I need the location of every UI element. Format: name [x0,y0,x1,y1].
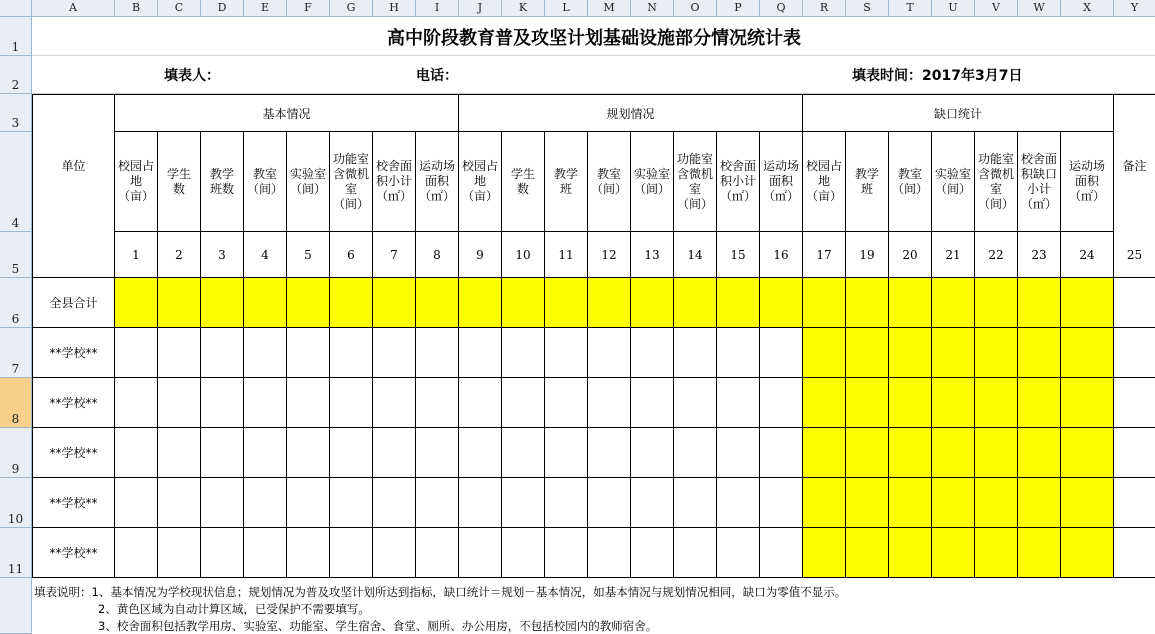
col-number: 13 [631,232,674,278]
basic-col-4: 教室（间） [244,132,287,232]
total-cell[interactable] [1061,278,1114,328]
school-label: **学校** [32,328,115,378]
instruction-note-2: 2、黄色区域为自动计算区域，已受保护不需要填写。 [98,602,370,616]
data-cell[interactable] [330,428,373,478]
unit-header: 单位 [32,94,115,278]
data-cell[interactable] [545,478,588,528]
column-header-K[interactable]: K [502,0,545,17]
total-cell[interactable] [760,278,803,328]
data-cell[interactable] [373,478,416,528]
group-gap: 缺口统计 [803,94,1114,132]
data-cell[interactable] [846,428,889,478]
col-number: 8 [416,232,459,278]
data-cell[interactable] [588,478,631,528]
column-header-B[interactable]: B [115,0,158,17]
column-header-R[interactable]: R [803,0,846,17]
column-header-I[interactable]: I [416,0,459,17]
data-cell[interactable] [459,428,502,478]
column-header-O[interactable]: O [674,0,717,17]
column-header-P[interactable]: P [717,0,760,17]
data-cell[interactable] [975,528,1018,578]
data-cell[interactable] [1018,328,1061,378]
column-header-H[interactable]: H [373,0,416,17]
basic-col-6: 功能室含微机室（间） [330,132,373,232]
col-number: 20 [889,232,932,278]
fill-time: 填表时间：2017年3月7日 [852,68,1023,84]
column-header-S[interactable]: S [846,0,889,17]
data-cell[interactable] [1061,428,1114,478]
column-header-L[interactable]: L [545,0,588,17]
group-basic: 基本情况 [115,94,459,132]
row-header-6[interactable]: 6 [0,278,32,328]
total-cell[interactable] [803,278,846,328]
data-cell[interactable] [158,378,201,428]
col-number: 15 [717,232,760,278]
data-cell[interactable] [416,528,459,578]
column-header-T[interactable]: T [889,0,932,17]
column-header-X[interactable]: X [1061,0,1114,17]
instruction-note-1: 填表说明：1、基本情况为学校现状信息；规划情况为普及攻坚计划所达到指标，缺口统计＝规划－基本情况，如基本情况与规划情况相同，缺口为零值不显示。 [34,585,847,599]
data-cell[interactable] [932,328,975,378]
data-cell[interactable] [674,528,717,578]
data-cell[interactable] [1018,528,1061,578]
data-cell[interactable] [932,528,975,578]
col-number: 5 [287,232,330,278]
column-header-U[interactable]: U [932,0,975,17]
col-number: 21 [932,232,975,278]
col-number: 7 [373,232,416,278]
data-cell[interactable] [631,528,674,578]
total-cell[interactable] [502,278,545,328]
data-cell[interactable] [803,528,846,578]
group-plan: 规划情况 [459,94,803,132]
data-cell[interactable] [717,378,760,428]
data-cell[interactable] [158,528,201,578]
col-number-remarks: 25 [1114,232,1155,278]
data-cell[interactable] [244,478,287,528]
data-cell[interactable] [244,528,287,578]
row-header-3[interactable]: 3 [0,94,32,132]
data-cell[interactable] [889,428,932,478]
data-cell[interactable] [373,378,416,428]
total-cell[interactable] [846,278,889,328]
data-cell[interactable] [201,328,244,378]
plan-col-7: 校舍面积小计（㎡） [717,132,760,232]
data-cell[interactable] [502,528,545,578]
data-cell[interactable] [674,428,717,478]
gap-col-3: 教室（间） [889,132,932,232]
plan-col-4: 教室（间） [588,132,631,232]
data-cell[interactable] [115,528,158,578]
plan-col-6: 功能室含微机室（间） [674,132,717,232]
column-header-J[interactable]: J [459,0,502,17]
column-header-W[interactable]: W [1018,0,1061,17]
column-header-V[interactable]: V [975,0,1018,17]
col-number: 22 [975,232,1018,278]
column-header-E[interactable]: E [244,0,287,17]
data-cell[interactable] [588,328,631,378]
data-cell[interactable] [631,328,674,378]
gap-col-6: 校舍面积缺口小计（㎡） [1018,132,1061,232]
data-cell[interactable] [201,378,244,428]
filler-label: 填表人： [164,68,220,84]
basic-col-1: 校园占地（亩） [115,132,158,232]
column-header-A[interactable]: A [32,0,115,17]
data-cell[interactable] [287,378,330,428]
total-cell[interactable] [115,278,158,328]
column-header-D[interactable]: D [201,0,244,17]
data-cell[interactable] [846,378,889,428]
row-header-10[interactable]: 10 [0,478,32,528]
select-all-corner[interactable] [0,0,32,17]
data-cell[interactable] [115,428,158,478]
data-cell[interactable] [1018,478,1061,528]
spreadsheet-grid [32,17,1155,634]
column-header-M[interactable]: M [588,0,631,17]
total-cell[interactable] [588,278,631,328]
data-cell[interactable] [459,528,502,578]
data-cell[interactable] [459,478,502,528]
col-number: 10 [502,232,545,278]
basic-col-5: 实验室（间） [287,132,330,232]
data-cell[interactable] [287,328,330,378]
gap-col-4: 实验室（间） [932,132,975,232]
school-label: **学校** [32,378,115,428]
column-header-F[interactable]: F [287,0,330,17]
data-cell[interactable] [545,428,588,478]
plan-col-2: 学生数 [502,132,545,232]
data-cell[interactable] [588,528,631,578]
total-cell[interactable] [932,278,975,328]
data-cell[interactable] [803,478,846,528]
total-remarks-cell[interactable] [1114,278,1155,328]
data-cell[interactable] [287,528,330,578]
data-cell[interactable] [932,428,975,478]
data-cell[interactable] [760,478,803,528]
data-cell[interactable] [803,428,846,478]
col-number: 12 [588,232,631,278]
data-cell[interactable] [201,428,244,478]
gap-col-2: 教学班 [846,132,889,232]
data-cell[interactable] [115,328,158,378]
row-header-12[interactable] [0,578,32,634]
data-cell[interactable] [373,428,416,478]
total-cell[interactable] [1018,278,1061,328]
data-cell[interactable] [975,478,1018,528]
data-cell[interactable] [416,478,459,528]
total-cell[interactable] [201,278,244,328]
col-number: 19 [846,232,889,278]
row-header-9[interactable]: 9 [0,428,32,478]
data-cell[interactable] [846,328,889,378]
remarks-cell[interactable] [1114,378,1155,428]
total-cell[interactable] [975,278,1018,328]
data-cell[interactable] [373,328,416,378]
data-cell[interactable] [588,378,631,428]
data-cell[interactable] [1061,478,1114,528]
row-header-4[interactable]: 4 [0,132,32,232]
data-cell[interactable] [416,328,459,378]
phone-label: 电话： [416,68,458,84]
column-header-N[interactable]: N [631,0,674,17]
data-cell[interactable] [803,378,846,428]
plan-col-3: 教学班 [545,132,588,232]
data-cell[interactable] [545,528,588,578]
basic-col-2: 学生数 [158,132,201,232]
data-cell[interactable] [1018,428,1061,478]
col-number: 17 [803,232,846,278]
row-header-8[interactable]: 8 [0,378,32,428]
data-cell[interactable] [717,478,760,528]
column-header-Y[interactable]: Y [1114,0,1155,17]
data-cell[interactable] [545,378,588,428]
col-number: 16 [760,232,803,278]
row-header-5[interactable]: 5 [0,232,32,278]
col-number: 11 [545,232,588,278]
plan-col-5: 实验室（间） [631,132,674,232]
basic-col-3: 教学班数 [201,132,244,232]
data-cell[interactable] [889,328,932,378]
data-cell[interactable] [1061,528,1114,578]
col-number: 2 [158,232,201,278]
gap-col-1: 校园占地（亩） [803,132,846,232]
total-cell[interactable] [631,278,674,328]
data-cell[interactable] [717,328,760,378]
data-cell[interactable] [717,428,760,478]
data-cell[interactable] [244,428,287,478]
col-number: 14 [674,232,717,278]
remarks-cell[interactable] [1114,528,1155,578]
plan-col-1: 校园占地（亩） [459,132,502,232]
total-cell[interactable] [889,278,932,328]
data-cell[interactable] [932,478,975,528]
total-cell[interactable] [330,278,373,328]
data-cell[interactable] [717,528,760,578]
data-cell[interactable] [760,428,803,478]
data-cell[interactable] [846,528,889,578]
remarks-cell[interactable] [1114,328,1155,378]
data-cell[interactable] [889,528,932,578]
data-cell[interactable] [803,328,846,378]
col-number: 6 [330,232,373,278]
data-cell[interactable] [1018,378,1061,428]
total-cell[interactable] [717,278,760,328]
data-cell[interactable] [502,328,545,378]
col-number: 23 [1018,232,1061,278]
data-cell[interactable] [287,428,330,478]
data-cell[interactable] [1061,328,1114,378]
row-header-11[interactable]: 11 [0,528,32,578]
data-cell[interactable] [975,428,1018,478]
data-cell[interactable] [674,478,717,528]
basic-col-7: 校舍面积小计（㎡） [373,132,416,232]
data-cell[interactable] [330,328,373,378]
data-cell[interactable] [932,378,975,428]
data-cell[interactable] [1061,378,1114,428]
data-cell[interactable] [975,378,1018,428]
column-header-G[interactable]: G [330,0,373,17]
data-cell[interactable] [631,378,674,428]
col-number: 3 [201,232,244,278]
data-cell[interactable] [330,528,373,578]
row-header-2[interactable]: 2 [0,56,32,94]
data-cell[interactable] [201,478,244,528]
total-cell[interactable] [459,278,502,328]
total-cell[interactable] [158,278,201,328]
remarks-cell[interactable] [1114,428,1155,478]
data-cell[interactable] [330,378,373,428]
remarks-header: 备注 [1114,94,1155,278]
row-header-7[interactable]: 7 [0,328,32,378]
data-cell[interactable] [158,328,201,378]
data-cell[interactable] [846,478,889,528]
data-cell[interactable] [459,378,502,428]
data-cell[interactable] [502,428,545,478]
col-number: 1 [115,232,158,278]
gap-col-7: 运动场面积（㎡） [1061,132,1114,232]
data-cell[interactable] [459,328,502,378]
data-cell[interactable] [244,328,287,378]
data-cell[interactable] [502,478,545,528]
column-header-C[interactable]: C [158,0,201,17]
gap-col-5: 功能室含微机室（间） [975,132,1018,232]
data-cell[interactable] [115,478,158,528]
col-number: 4 [244,232,287,278]
data-cell[interactable] [502,378,545,428]
total-cell[interactable] [674,278,717,328]
total-cell[interactable] [287,278,330,328]
data-cell[interactable] [631,478,674,528]
total-cell[interactable] [545,278,588,328]
data-cell[interactable] [158,428,201,478]
remarks-cell[interactable] [1114,478,1155,528]
data-cell[interactable] [588,428,631,478]
data-cell[interactable] [158,478,201,528]
basic-col-8: 运动场面积（㎡） [416,132,459,232]
plan-col-8: 运动场面积（㎡） [760,132,803,232]
data-cell[interactable] [416,378,459,428]
col-number: 9 [459,232,502,278]
data-cell[interactable] [244,378,287,428]
data-cell[interactable] [674,378,717,428]
col-number: 24 [1061,232,1114,278]
data-cell[interactable] [889,478,932,528]
data-cell[interactable] [975,328,1018,378]
data-cell[interactable] [760,528,803,578]
total-cell[interactable] [373,278,416,328]
school-label: **学校** [32,428,115,478]
data-cell[interactable] [115,378,158,428]
data-cell[interactable] [631,428,674,478]
data-cell[interactable] [373,528,416,578]
total-cell[interactable] [416,278,459,328]
data-cell[interactable] [545,328,588,378]
data-cell[interactable] [674,328,717,378]
row-header-1[interactable]: 1 [0,17,32,56]
total-cell[interactable] [244,278,287,328]
data-cell[interactable] [416,428,459,478]
data-cell[interactable] [889,378,932,428]
school-label: **学校** [32,478,115,528]
sheet-title: 高中阶段教育普及攻坚计划基础设施部分情况统计表 [387,27,801,49]
column-header-Q[interactable]: Q [760,0,803,17]
data-cell[interactable] [287,478,330,528]
instruction-note-3: 3、校舍面积包括教学用房、实验室、功能室、学生宿舍、食堂、厕所、办公用房，不包括校园内的教师宿舍。 [98,619,658,633]
data-cell[interactable] [201,528,244,578]
data-cell[interactable] [330,478,373,528]
total-row-label: 全县合计 [32,278,115,328]
data-cell[interactable] [760,328,803,378]
data-cell[interactable] [760,378,803,428]
school-label: **学校** [32,528,115,578]
